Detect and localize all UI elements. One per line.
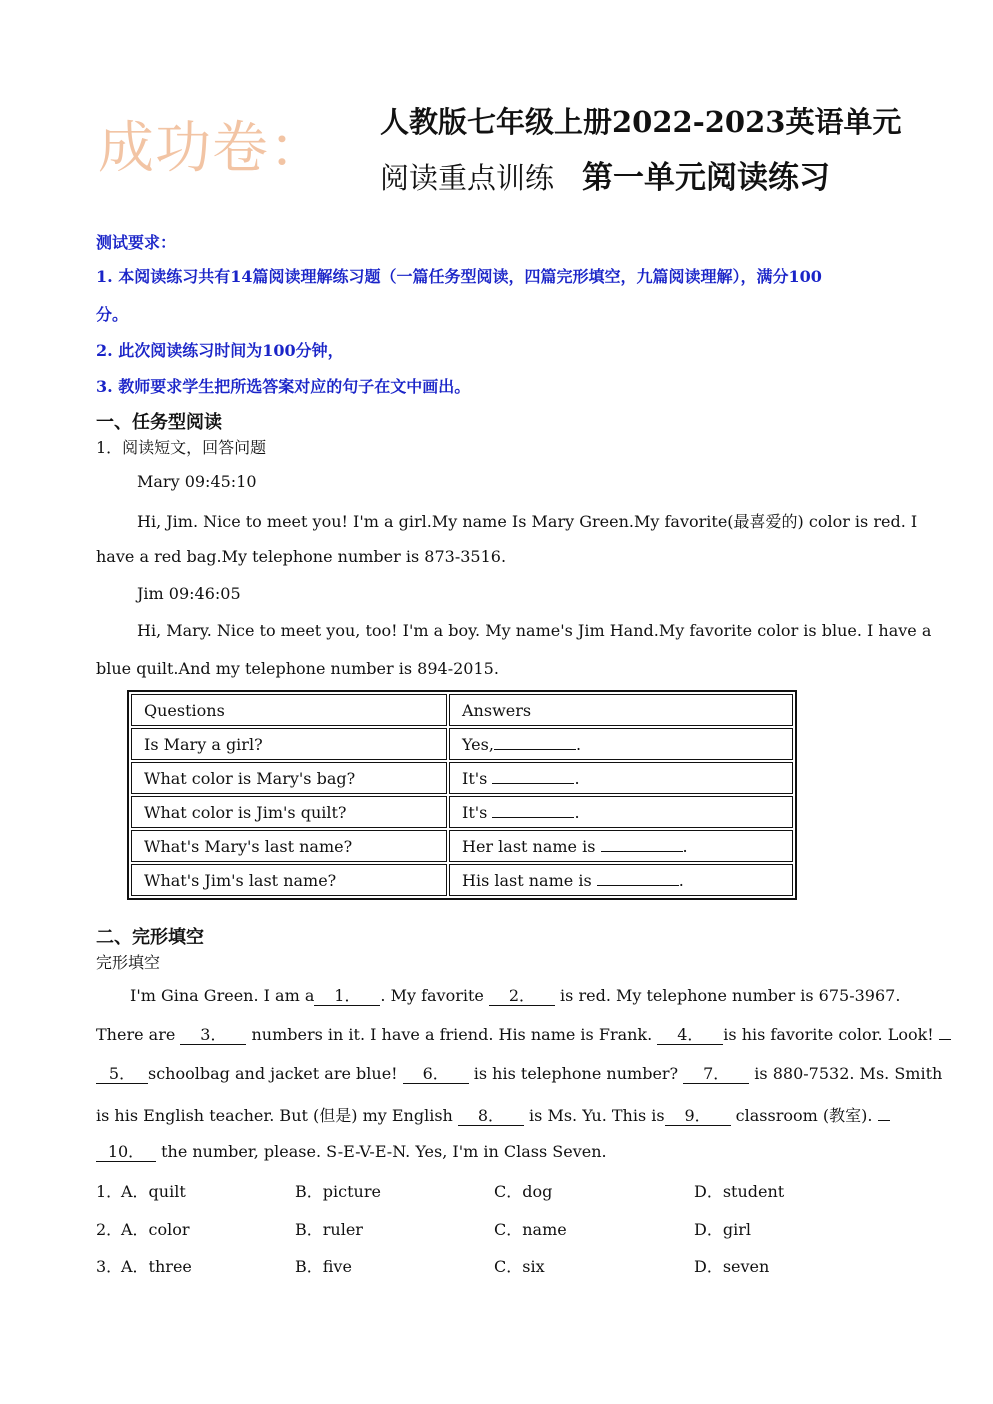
table-header-row	[131, 694, 793, 726]
cloze-line-2: There are 3． numbers in it. I have a friend. His name is Frank. 4． is his favorite color. Look!	[96, 1025, 951, 1045]
unit-title: 第一单元阅读练习	[582, 160, 831, 196]
cloze-blank-8[interactable]: 8．	[458, 1107, 524, 1126]
option-1B[interactable]: B．picture	[295, 1182, 381, 1201]
table-row	[131, 762, 793, 794]
table-row	[131, 830, 793, 862]
mary-timestamp: Mary 09:45:10	[137, 472, 257, 491]
option-1C[interactable]: C．dog	[494, 1182, 553, 1201]
section-1-instruction: 1．阅读短文，回答问题	[96, 438, 267, 457]
answer-cell: Her last name is .	[449, 830, 793, 862]
option-2C[interactable]: C．name	[494, 1220, 567, 1239]
question-cell: What's Jim's last name?	[131, 864, 447, 896]
question-3-number: 3．	[96, 1257, 123, 1276]
title-subtitle: 阅读重点训练	[380, 161, 555, 195]
section-2-heading: 二、完形填空	[96, 927, 204, 948]
requirement-1-cont: 分。	[96, 305, 129, 324]
cloze-blank-5[interactable]: 5．	[96, 1065, 148, 1084]
cloze-blank-6[interactable]: 6．	[403, 1065, 469, 1084]
mary-message-line1: Hi, Jim. Nice to meet you! I'm a girl.My name Is Mary Green.My favorite(最喜爱的) color is red. I	[137, 512, 918, 531]
cloze-blank-7[interactable]: 7．	[683, 1065, 749, 1084]
option-2D[interactable]: D．girl	[694, 1220, 751, 1239]
table-row	[131, 728, 793, 760]
requirement-2: 2. 此次阅读练习时间为100分钟，	[96, 341, 344, 360]
cloze-blank-10[interactable]: 10．	[96, 1143, 156, 1162]
option-3C[interactable]: C．six	[494, 1257, 545, 1276]
question-cell: What color is Jim's quilt?	[131, 796, 447, 828]
option-3B[interactable]: B．five	[295, 1257, 352, 1276]
cloze-blank-9[interactable]: 9．	[665, 1107, 731, 1126]
header-answers: Answers	[449, 694, 793, 726]
answer-cell: It's .	[449, 762, 793, 794]
question-2-number: 2．	[96, 1220, 123, 1239]
option-2A[interactable]: A．color	[121, 1220, 190, 1239]
cloze-line-3: 5． schoolbag and jacket are blue! 6． is his telephone number? 7． is 880-7532. Ms. Smith	[96, 1064, 942, 1084]
jim-message-line1: Hi, Mary. Nice to meet you, too! I'm a boy. My name's Jim Hand.My favorite color is blue. I have a	[137, 621, 932, 640]
question-cell: Is Mary a girl?	[131, 728, 447, 760]
answer-blank[interactable]	[492, 783, 574, 784]
cloze-line-4: is his English teacher. But (但是) my English 8． is Ms. Yu. This is 9． classroom (教室).	[96, 1103, 890, 1126]
section-2-subheading: 完形填空	[96, 953, 161, 972]
cloze-blank-2[interactable]: 2．	[489, 987, 555, 1006]
page-title-line2	[380, 152, 830, 197]
section-1-heading: 一、任务型阅读	[96, 412, 222, 433]
answer-blank[interactable]	[601, 851, 683, 852]
answer-cell: Yes, .	[449, 728, 793, 760]
requirement-1: 1. 本阅读练习共有14篇阅读理解练习题（一篇任务型阅读，四篇完形填空，九篇阅读理解），满分100	[96, 267, 822, 286]
requirements-label: 测试要求：	[96, 233, 177, 252]
question-cell: What's Mary's last name?	[131, 830, 447, 862]
header-questions: Questions	[131, 694, 447, 726]
answer-cell: His last name is .	[449, 864, 793, 896]
table-row	[131, 796, 793, 828]
option-1D[interactable]: D．student	[694, 1182, 785, 1201]
mary-message-line2: have a red bag.My telephone number is 873-3516.	[96, 547, 507, 566]
answer-blank[interactable]	[492, 817, 574, 818]
option-3A[interactable]: A．three	[121, 1257, 192, 1276]
cloze-line-1: I'm Gina Green. I am a 1． . My favorite 2． is red. My telephone number is 675-3967.	[130, 986, 901, 1005]
question-1-number: 1．	[96, 1182, 123, 1201]
answer-cell: It's .	[449, 796, 793, 828]
question-cell: What color is Mary's bag?	[131, 762, 447, 794]
page-title-line1: 人教版七年级上册2022-2023英语单元	[380, 105, 902, 139]
jim-message-line2: blue quilt.And my telephone number is 894-2015.	[96, 659, 499, 678]
qa-table	[127, 690, 797, 900]
cloze-line-5: 10． the number, please. S-E-V-E-N. Yes, I'm in Class Seven.	[96, 1142, 607, 1162]
option-3D[interactable]: D．seven	[694, 1257, 770, 1276]
requirement-3: 3. 教师要求学生把所选答案对应的句子在文中画出。	[96, 377, 471, 396]
cloze-blank-3[interactable]: 3．	[180, 1026, 246, 1045]
table-row	[131, 864, 793, 896]
cloze-blank-1[interactable]: 1．	[314, 987, 380, 1006]
answer-blank[interactable]	[597, 885, 679, 886]
answer-blank[interactable]	[494, 749, 576, 750]
brand-logo: 成功卷：	[98, 116, 326, 181]
option-1A[interactable]: A．quilt	[121, 1182, 186, 1201]
cloze-blank-4[interactable]: 4．	[657, 1026, 723, 1045]
option-2B[interactable]: B．ruler	[295, 1220, 363, 1239]
jim-timestamp: Jim 09:46:05	[137, 584, 241, 603]
